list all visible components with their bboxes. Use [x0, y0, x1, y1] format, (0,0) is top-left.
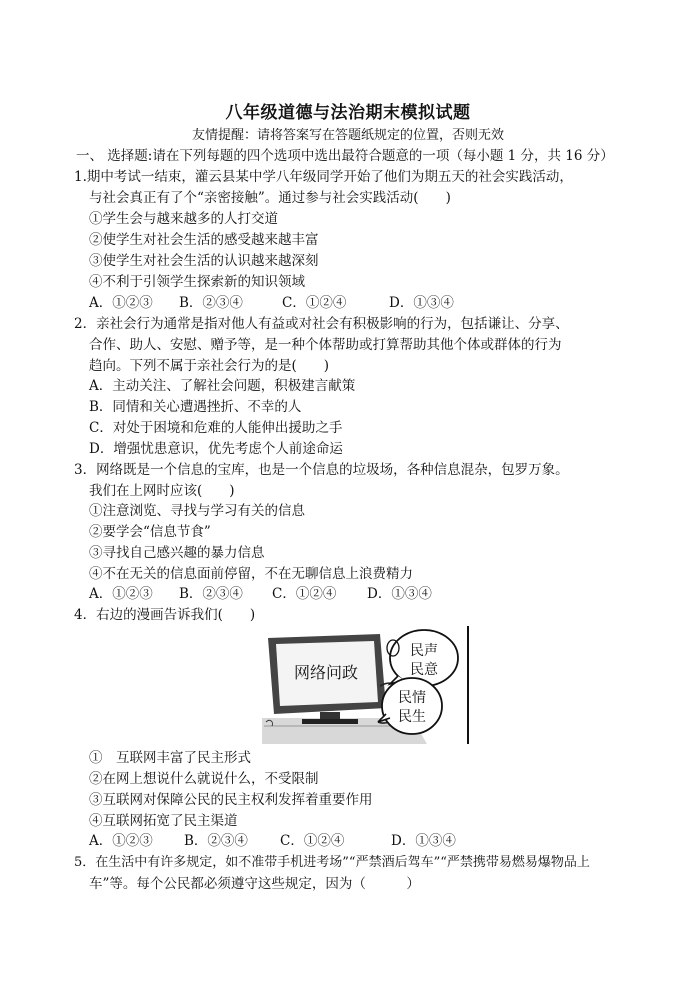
- question-3-line-1: 3．网络既是一个信息的宝库，也是一个信息的垃圾场，各种信息混杂，包罗万象。: [74, 462, 569, 478]
- option-d: D．①③④: [389, 295, 454, 311]
- question-1-item-3: ③使学生对社会生活的认识越来越深刻: [89, 253, 319, 269]
- cartoon-image: [262, 626, 472, 744]
- question-5-line-2: 车”等。每个公民都必须遵守这些规定，因为（ ）: [89, 876, 420, 892]
- question-1-options: [89, 293, 454, 313]
- question-2-line-1: 2．亲社会行为通常是指对他人有益或对社会有积极影响的行为，包括谦让、分享、: [74, 316, 569, 332]
- question-2-line-3: 趋向。下列不属于亲社会行为的是( ): [89, 358, 330, 374]
- question-1-line-1: 1.期中考试一结束，灌云县某中学八年级同学开始了他们为期五天的社会实践活动，: [74, 169, 573, 185]
- option-a: A．①②③: [89, 295, 153, 311]
- question-3-item-1: ①注意浏览、寻找与学习有关的信息: [89, 503, 305, 519]
- question-1-line-2: 与社会真正有了个“亲密接触”。通过参与社会实践活动( ): [89, 190, 451, 206]
- option-b: B．②③④: [179, 586, 243, 602]
- option-c: C．①②④: [280, 833, 345, 849]
- bubble-2-line-2: 民生: [398, 709, 426, 725]
- question-2-option-b: B．同情和关心遭遇挫折、不幸的人: [89, 399, 302, 415]
- question-2-line-2: 合作、助人、安慰、赠予等，是一种个体帮助或打算帮助其他个体或群体的行为: [89, 337, 562, 353]
- bubble-1-line-1: 民声: [410, 643, 438, 659]
- question-1-item-2: ②使学生对社会生活的感受越来越丰富: [89, 232, 319, 248]
- cartoon-screen-text: 网络问政: [293, 663, 359, 682]
- question-4-item-3: ③互联网对保障公民的民主权利发挥着重要作用: [89, 792, 373, 808]
- option-b: B．②③④: [184, 833, 248, 849]
- option-a: A．①②③: [89, 586, 153, 602]
- question-4-options: [89, 831, 456, 851]
- question-3-options: [89, 584, 432, 604]
- question-3-item-4: ④不在无关的信息面前停留，不在无聊信息上浪费精力: [89, 566, 413, 582]
- option-a: A．①②③: [89, 833, 153, 849]
- question-4-item-2: ②在网上想说什么就说什么，不受限制: [89, 771, 319, 787]
- question-3-line-2: 我们在上网时应该( ): [89, 483, 235, 499]
- question-4-line-1: 4．右边的漫画告诉我们( ): [74, 607, 256, 623]
- question-2-option-a: A．主动关注、了解社会问题，积极建言献策: [89, 378, 356, 394]
- question-1-item-4: ④不利于引领学生探索新的知识领域: [89, 274, 305, 290]
- question-3-item-2: ②要学会“信息节食”: [89, 524, 211, 540]
- bubble-2-line-1: 民情: [398, 690, 426, 706]
- option-c: C．①②④: [282, 295, 347, 311]
- question-3-item-3: ③寻找自己感兴趣的暴力信息: [89, 545, 265, 561]
- question-4-item-1: ① 互联网丰富了民主形式: [89, 750, 251, 766]
- option-d: D．①③④: [391, 833, 456, 849]
- section-heading: 一、 选择题:请在下列每题的四个选项中选出最符合题意的一项（每小题 1 分，共 16 分）: [76, 148, 614, 164]
- bubble-1-line-2: 民意: [410, 662, 438, 678]
- question-2-option-d: D．增强忧患意识，优先考虑个人前途命运: [89, 441, 343, 457]
- question-1-item-1: ①学生会与越来越多的人打交道: [89, 211, 278, 227]
- option-d: D．①③④: [367, 586, 432, 602]
- option-c: C．①②④: [272, 586, 337, 602]
- question-5-line-1: 5．在生活中有许多规定，如不准带手机进考场”“严禁酒后驾车”“严禁携带易燃易爆物品上: [74, 855, 590, 870]
- option-b: B．②③④: [179, 295, 243, 311]
- question-2-option-c: C．对处于困境和危难的人能伸出援助之手: [89, 420, 343, 436]
- notice-text: 友情提醒：请将答案写在答题纸规定的位置，否则无效: [191, 128, 504, 143]
- question-4-item-4: ④互联网拓宽了民主渠道: [89, 813, 238, 829]
- page-title: 八年级道德与法治期末模拟试题: [225, 103, 471, 123]
